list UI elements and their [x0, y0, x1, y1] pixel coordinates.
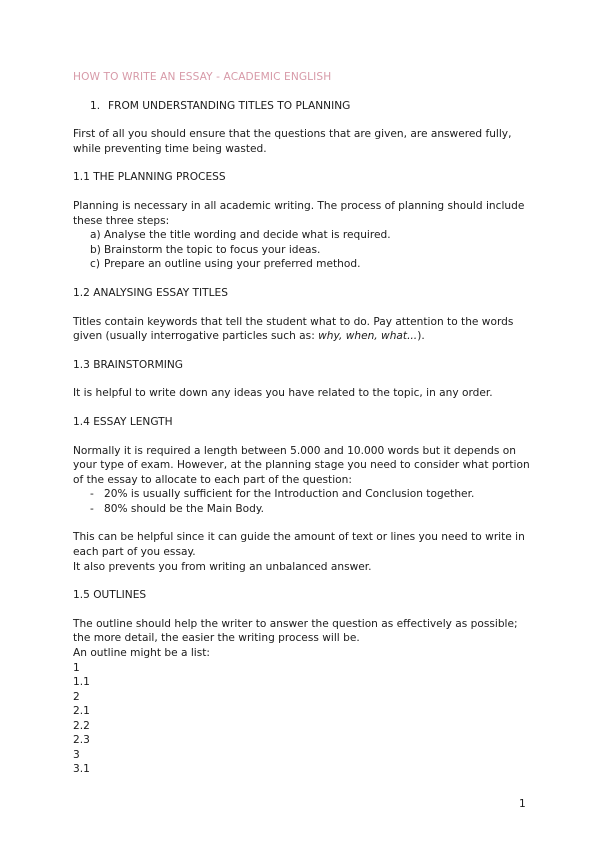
list-item — [73, 228, 533, 243]
outline-number: 2 — [73, 690, 80, 703]
outline-number: 1.1 — [73, 676, 90, 689]
list-marker: a) — [90, 229, 101, 242]
outline-number: 2.3 — [73, 734, 90, 747]
list-item — [73, 502, 533, 517]
planning-steps-list — [73, 228, 533, 272]
outline-number: 3 — [73, 748, 80, 761]
outline-number: 3.1 — [73, 763, 90, 776]
list-marker: c) — [90, 258, 100, 271]
length-paragraph-3: It also prevents you from writing an unbalanced answer. — [73, 560, 372, 573]
length-paragraph: Normally it is required a length between 5.000 and 10.000 words but it depends on your type of exam. However, at the planning stage you need to consider what portion of the essay to allocate to each part of the question: — [73, 444, 530, 486]
list-item-text: Analyse the title wording and decide what is required. — [104, 229, 391, 242]
page-number: 1 — [519, 798, 526, 810]
outline-number: 2.1 — [73, 705, 90, 718]
main-heading-number: 1. — [90, 99, 101, 112]
outlines-paragraph-2: An outline might be a list: — [73, 647, 210, 660]
analysing-text-end: ). — [417, 330, 425, 343]
list-item-text: Brainstorm the topic to focus your ideas. — [104, 243, 321, 256]
intro-paragraph: First of all you should ensure that the questions that are given, are answered fully, while preventing time being wasted. — [73, 128, 512, 155]
analysing-text-start: Titles contain keywords that tell the student what to do. Pay attention to the words given (usually interrogative particles such as: — [73, 315, 514, 343]
document-title: HOW TO WRITE AN ESSAY - ACADEMIC ENGLISH — [73, 71, 332, 83]
brainstorming-paragraph: It is helpful to write down any ideas you have related to the topic, in any order. — [73, 387, 493, 400]
list-marker: - — [90, 502, 94, 515]
section-heading-brainstorming: 1.3 BRAINSTORMING — [73, 358, 184, 371]
length-paragraph-2: This can be helpful since it can guide the amount of text or lines you need to write in each part of you essay. — [73, 531, 525, 559]
length-body — [73, 444, 533, 517]
page-content — [73, 70, 533, 777]
main-heading — [90, 99, 533, 114]
section-heading-analysing: 1.2 ANALYSING ESSAY TITLES — [73, 286, 228, 299]
analysing-italic-examples: why, when, what... — [318, 330, 418, 343]
list-marker: - — [90, 488, 94, 501]
outlines-paragraph: The outline should help the writer to answer the question as effectively as possible; the more detail, the easier the writing process will be. — [73, 617, 518, 645]
list-item-text: Prepare an outline using your preferred method. — [104, 258, 361, 271]
outlines-body — [73, 617, 533, 777]
list-item-text: 80% should be the Main Body. — [104, 502, 264, 515]
section-heading-length: 1.4 ESSAY LENGTH — [73, 415, 173, 428]
planning-body — [73, 199, 533, 272]
planning-paragraph: Planning is necessary in all academic writing. The process of planning should include these three steps: — [73, 199, 525, 227]
outline-number: 1 — [73, 661, 80, 674]
outline-example-list — [73, 661, 533, 777]
list-item — [73, 487, 533, 502]
list-item — [73, 257, 533, 272]
analysing-paragraph — [73, 315, 533, 344]
section-heading-outlines: 1.5 OUTLINES — [73, 589, 147, 602]
outline-number: 2.2 — [73, 719, 90, 732]
list-marker: b) — [90, 243, 101, 256]
section-heading-planning: 1.1 THE PLANNING PROCESS — [73, 171, 226, 184]
length-bullets — [73, 487, 533, 516]
list-item — [73, 243, 533, 258]
main-heading-text: FROM UNDERSTANDING TITLES TO PLANNING — [108, 99, 351, 112]
list-item-text: 20% is usually sufficient for the Introduction and Conclusion together. — [104, 488, 475, 501]
length-notes — [73, 530, 533, 574]
